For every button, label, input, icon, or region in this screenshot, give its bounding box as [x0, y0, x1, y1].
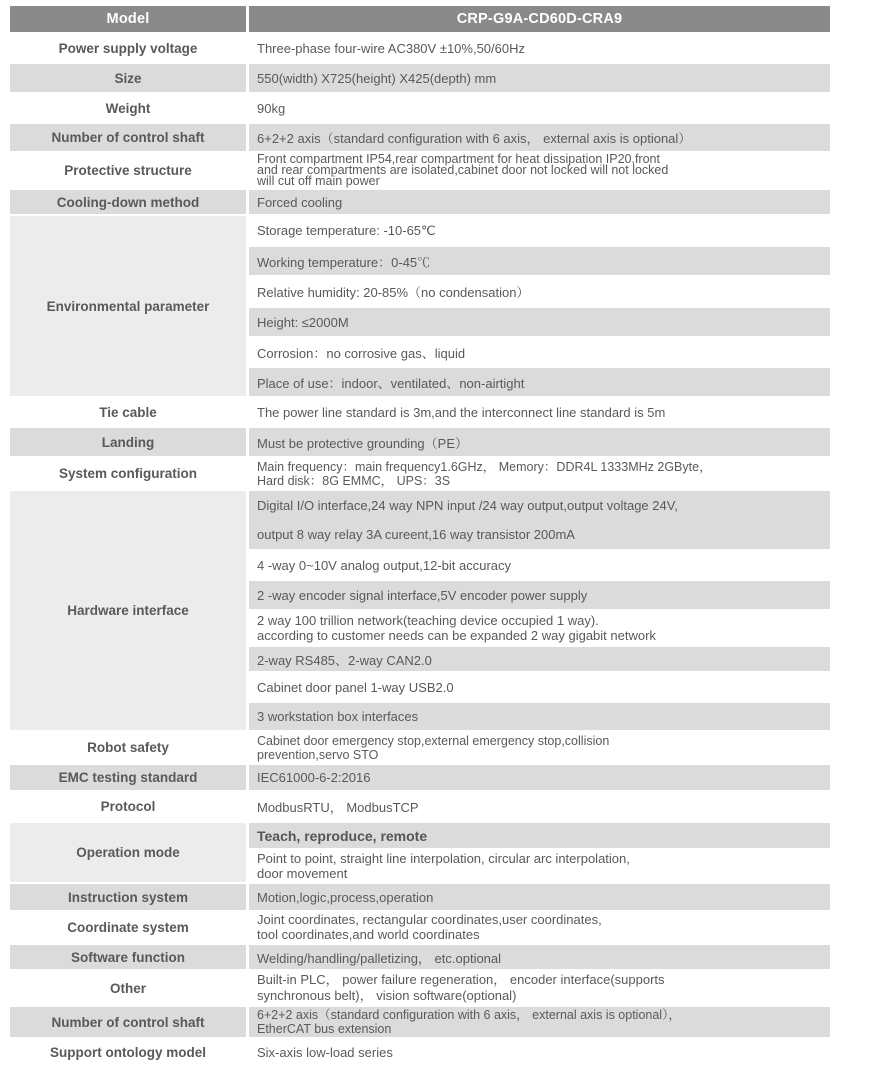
row-power-supply-label: Power supply voltage	[10, 34, 246, 62]
protective-line-2: and rear compartments are isolated,cabinet door not locked will not locked	[257, 163, 669, 177]
op-interpolation-line-1: Point to point, straight line interpolation, circular arc interpolation,	[257, 851, 630, 866]
env-storage-temperature: Storage temperature: -10-65℃	[249, 216, 830, 245]
row-hardware-label: Hardware interface	[10, 491, 246, 730]
hw-analog-output: 4 -way 0~10V analog output,12-bit accuracy	[249, 551, 830, 579]
row-coordinate-value	[249, 912, 830, 943]
row-coordinate-label: Coordinate system	[10, 912, 246, 943]
row-robot-safety-value	[249, 732, 830, 763]
row-instruction-value: Motion,logic,process,operation	[249, 884, 830, 910]
row-control-shaft2-value	[249, 1007, 830, 1037]
row-other-value	[249, 971, 830, 1005]
row-landing-label: Landing	[10, 428, 246, 456]
system-config-line-1: Main frequency：main frequency1.6GHz， Memory：DDR4L 1333MHz 2GByte，	[257, 459, 712, 474]
other-line-2: synchronous belt)， vision software(optional)	[257, 988, 517, 1003]
row-emc-value: IEC61000-6-2:2016	[249, 765, 830, 790]
row-weight-value: 90kg	[249, 94, 830, 122]
row-protocol-label: Protocol	[10, 792, 246, 821]
row-power-supply-value: Three-phase four-wire AC380V ±10%,50/60Hz	[249, 34, 830, 62]
row-system-config-value	[249, 458, 830, 489]
row-environmental-label: Environmental parameter	[10, 216, 246, 396]
row-tie-cable-value: The power line standard is 3m,and the interconnect line standard is 5m	[249, 398, 830, 426]
row-instruction-label: Instruction system	[10, 884, 246, 910]
row-cooling-label: Cooling-down method	[10, 190, 246, 214]
row-robot-safety-label: Robot safety	[10, 732, 246, 763]
other-line-1: Built-in PLC， power failure regeneration， encoder interface(supports	[257, 972, 665, 987]
hw-digital-io-line-2: output 8 way relay 3A cureent,16 way transistor 200mA	[257, 527, 575, 542]
robot-safety-line-1: Cabinet door emergency stop,external emergency stop,collision	[257, 733, 610, 748]
row-landing-value: Must be protective grounding（PE）	[249, 428, 830, 456]
row-operation-mode-label: Operation mode	[10, 823, 246, 882]
op-teach-reproduce-remote: Teach, reproduce, remote	[249, 823, 830, 848]
env-place-of-use: Place of use：indoor、ventilated、non-airtight	[249, 368, 830, 396]
protective-line-3: will cut off main power	[257, 174, 380, 188]
hw-usb: Cabinet door panel 1-way USB2.0	[249, 673, 830, 701]
control-shaft2-line-2: EtherCAT bus extension	[257, 1022, 392, 1036]
row-size-label: Size	[10, 64, 246, 92]
row-support-ontology-label: Support ontology model	[10, 1039, 246, 1065]
header-model-value: CRP-G9A-CD60D-CRA9	[249, 6, 830, 32]
hw-network	[249, 611, 830, 645]
row-control-shaft2-label: Number of control shaft	[10, 1007, 246, 1037]
row-system-config-label: System configuration	[10, 458, 246, 489]
coordinate-line-1: Joint coordinates, rectangular coordinates,user coordinates,	[257, 912, 602, 927]
row-emc-label: EMC testing standard	[10, 765, 246, 790]
row-protective-value	[249, 153, 830, 188]
header-model-label: Model	[10, 6, 246, 32]
hw-digital-io	[249, 491, 830, 549]
row-protective-label: Protective structure	[10, 153, 246, 188]
row-protocol-value: ModbusRTU， ModbusTCP	[249, 792, 830, 821]
hw-encoder-interface: 2 -way encoder signal interface,5V encoder power supply	[249, 581, 830, 609]
env-height: Height: ≤2000M	[249, 308, 830, 336]
hw-digital-io-line-1: Digital I/O interface,24 way NPN input /24 way output,output voltage 24V,	[257, 498, 678, 513]
system-config-line-2: Hard disk：8G EMMC， UPS：3S	[257, 473, 451, 488]
hw-workstation-boxes: 3 workstation box interfaces	[249, 703, 830, 730]
protective-line-1: Front compartment IP54,rear compartment for heat dissipation IP20,front	[257, 153, 660, 166]
hw-network-line-2: according to customer needs can be expanded 2 way gigabit network	[257, 628, 656, 643]
row-software-value: Welding/handling/palletizing， etc.optional	[249, 945, 830, 969]
row-size-value: 550(width) X725(height) X425(depth) mm	[249, 64, 830, 92]
env-relative-humidity: Relative humidity: 20-85%（no condensation）	[249, 277, 830, 306]
coordinate-line-2: tool coordinates,and world coordinates	[257, 926, 480, 942]
robot-safety-line-2: prevention,servo STO	[257, 747, 379, 762]
env-working-temperature: Working temperature：0-45℃	[249, 247, 830, 275]
row-other-label: Other	[10, 971, 246, 1005]
op-interpolation	[249, 850, 830, 882]
row-weight-label: Weight	[10, 94, 246, 122]
env-corrosion: Corrosion：no corrosive gas、liquid	[249, 338, 830, 366]
control-shaft2-line-1: 6+2+2 axis（standard configuration with 6 axis， external axis is optional），	[257, 1008, 681, 1022]
row-control-shaft-label: Number of control shaft	[10, 124, 246, 151]
spec-table	[7, 4, 833, 1067]
op-interpolation-line-2: door movement	[257, 866, 348, 881]
row-control-shaft-value: 6+2+2 axis（standard configuration with 6 axis， external axis is optional）	[249, 124, 830, 151]
row-software-label: Software function	[10, 945, 246, 969]
hw-network-line-1: 2 way 100 trillion network(teaching device occupied 1 way).	[257, 613, 599, 628]
row-tie-cable-label: Tie cable	[10, 398, 246, 426]
hw-rs485-can: 2-way RS485、2-way CAN2.0	[249, 647, 830, 671]
row-support-ontology-value: Six-axis low-load series	[249, 1039, 830, 1065]
row-cooling-value: Forced cooling	[249, 190, 830, 214]
